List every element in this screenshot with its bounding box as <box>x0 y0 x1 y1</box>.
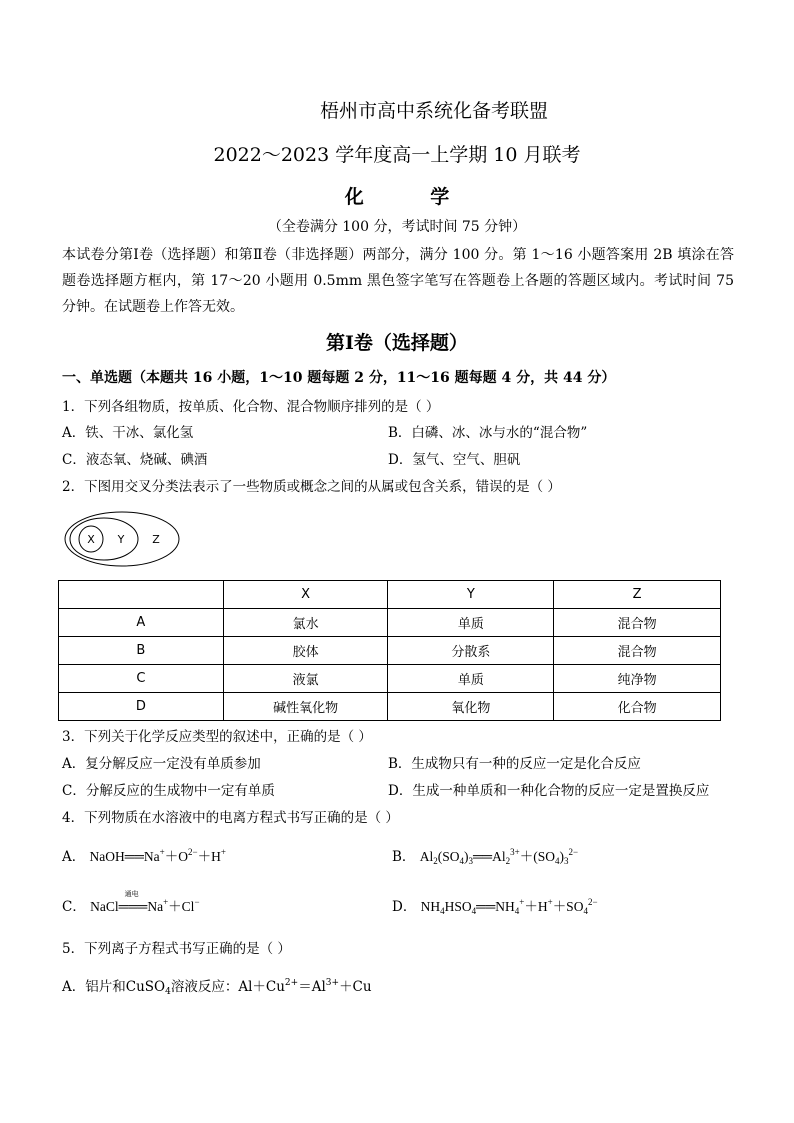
q1-option-d: D．氢气、空气、胆矾 <box>388 452 521 468</box>
q4-option-d <box>392 895 598 916</box>
table-header-row <box>59 581 721 609</box>
q1-stem: 1．下列各组物质，按单质、化合物、混合物顺序排列的是（ ） <box>62 399 440 415</box>
q3-option-c: C．分解反应的生成物中一定有单质 <box>62 783 275 799</box>
q1-option-b: B．白磷、冰、冰与水的“混合物” <box>388 425 588 441</box>
q2-table <box>58 580 721 721</box>
q4-b-equation: $Al_2(SO_4)_3══Al_2^{3+}+(SO_4)_3^{2-}$ <box>419 847 579 866</box>
subject-title: 化 学 <box>344 186 480 208</box>
q4-d-equation: $NH_4HSO_4══NH_4^++H^++SO_4^{2-}$ <box>420 897 598 916</box>
q5-a-text-1: A．铝片和CuSO <box>62 979 166 995</box>
table-cell: 化合物 <box>554 693 721 721</box>
q4-option-a <box>62 845 226 865</box>
exam-title: 2022～2023 学年度高一上学期 10 月联考 <box>213 144 581 166</box>
nested-circles-diagram <box>63 510 181 568</box>
q3-stem: 3．下列关于化学反应类型的叙述中，正确的是（ ） <box>62 729 372 745</box>
table-cell: C <box>59 665 224 693</box>
table-row <box>59 665 721 693</box>
q4-c-equation: NaCl 通电 ═══Na+＋Cl− <box>90 890 200 914</box>
label-y: Y <box>117 533 125 546</box>
org-title: 梧州市高中系统化备考联盟 <box>319 100 548 122</box>
table-cell: 单质 <box>388 609 554 637</box>
exam-meta: （全卷满分 100 分，考试时间 75 分钟） <box>267 219 527 235</box>
q1-option-a: A．铁、干冰、氯化氢 <box>62 425 194 441</box>
q4-b-label: B． <box>392 849 416 865</box>
table-cell: 氯水 <box>223 609 388 637</box>
table-row <box>59 609 721 637</box>
table-cell: 纯净物 <box>554 665 721 693</box>
q5-a-text-4: ＋Cu <box>339 979 372 995</box>
table-cell: 胶体 <box>223 637 388 665</box>
table-header-cell: Y <box>388 581 554 609</box>
q2-stem: 2．下图用交叉分类法表示了一些物质或概念之间的从属或包含关系，错误的是（ ） <box>62 479 561 495</box>
table-cell: 单质 <box>388 665 554 693</box>
table-cell: 混合物 <box>554 609 721 637</box>
label-x: X <box>87 533 95 546</box>
q3-option-d: D．生成一种单质和一种化合物的反应一定是置换反应 <box>388 783 710 799</box>
table-cell: B <box>59 637 224 665</box>
q4-c-condition: 通电 <box>124 890 139 898</box>
circle-y <box>70 518 138 560</box>
q5-a-text-3: ＝Al <box>298 979 326 995</box>
q4-a-label: A． <box>62 849 86 865</box>
table-header-cell <box>59 581 224 609</box>
q4-a-equation: $NaOH══Na^++O^{2-}+H^+$ <box>89 847 226 864</box>
q4-option-c <box>62 890 200 915</box>
section-title: 第Ⅰ卷（选择题） <box>326 332 468 354</box>
q3-option-b: B．生成物只有一种的反应一定是化合反应 <box>388 756 641 772</box>
q4-option-b <box>392 845 578 866</box>
q3-option-a: A．复分解反应一定没有单质参加 <box>62 756 261 772</box>
table-row <box>59 693 721 721</box>
q5-a-text-2: 溶液反应：Al＋Cu <box>170 979 285 995</box>
table-header-cell: X <box>223 581 388 609</box>
table-cell: 氧化物 <box>388 693 554 721</box>
q5-stem: 5．下列离子方程式书写正确的是（ ） <box>62 941 291 957</box>
table-cell: 混合物 <box>554 637 721 665</box>
table-row <box>59 637 721 665</box>
table-cell: A <box>59 609 224 637</box>
q4-c-label: C． <box>62 899 86 915</box>
table-cell: D <box>59 693 224 721</box>
q4-stem: 4．下列物质在水溶液中的电离方程式书写正确的是（ ） <box>62 810 399 826</box>
table-cell: 碱性氧化物 <box>223 693 388 721</box>
table-header-cell: Z <box>554 581 721 609</box>
intro-paragraph: 本试卷分第Ⅰ卷（选择题）和第Ⅱ卷（非选择题）两部分，满分 100 分。第 1～16 小题答案用 2B 填涂在答题卷选择题方框内，第 17～20 小题用 0.5mm 黑色签字笔写在答题卷上各题的答题区域内。考试时间 75 分钟。在试题卷上作答无效。 <box>62 247 734 315</box>
q1-option-c: C．液态氧、烧碱、碘酒 <box>62 452 208 468</box>
q5-option-a: A．铝片和CuSO$_4$溶液反应：$Al+Cu^{2+}=Al^{3+}+Cu$ <box>62 978 372 997</box>
table-cell: 液氯 <box>223 665 388 693</box>
q4-d-label: D． <box>392 899 417 915</box>
table-cell: 分散系 <box>388 637 554 665</box>
part-heading: 一、单选题（本题共 16 小题，1～10 题每题 2 分，11～16 题每题 4 分，共 44 分） <box>62 370 616 386</box>
label-z: Z <box>152 533 160 546</box>
